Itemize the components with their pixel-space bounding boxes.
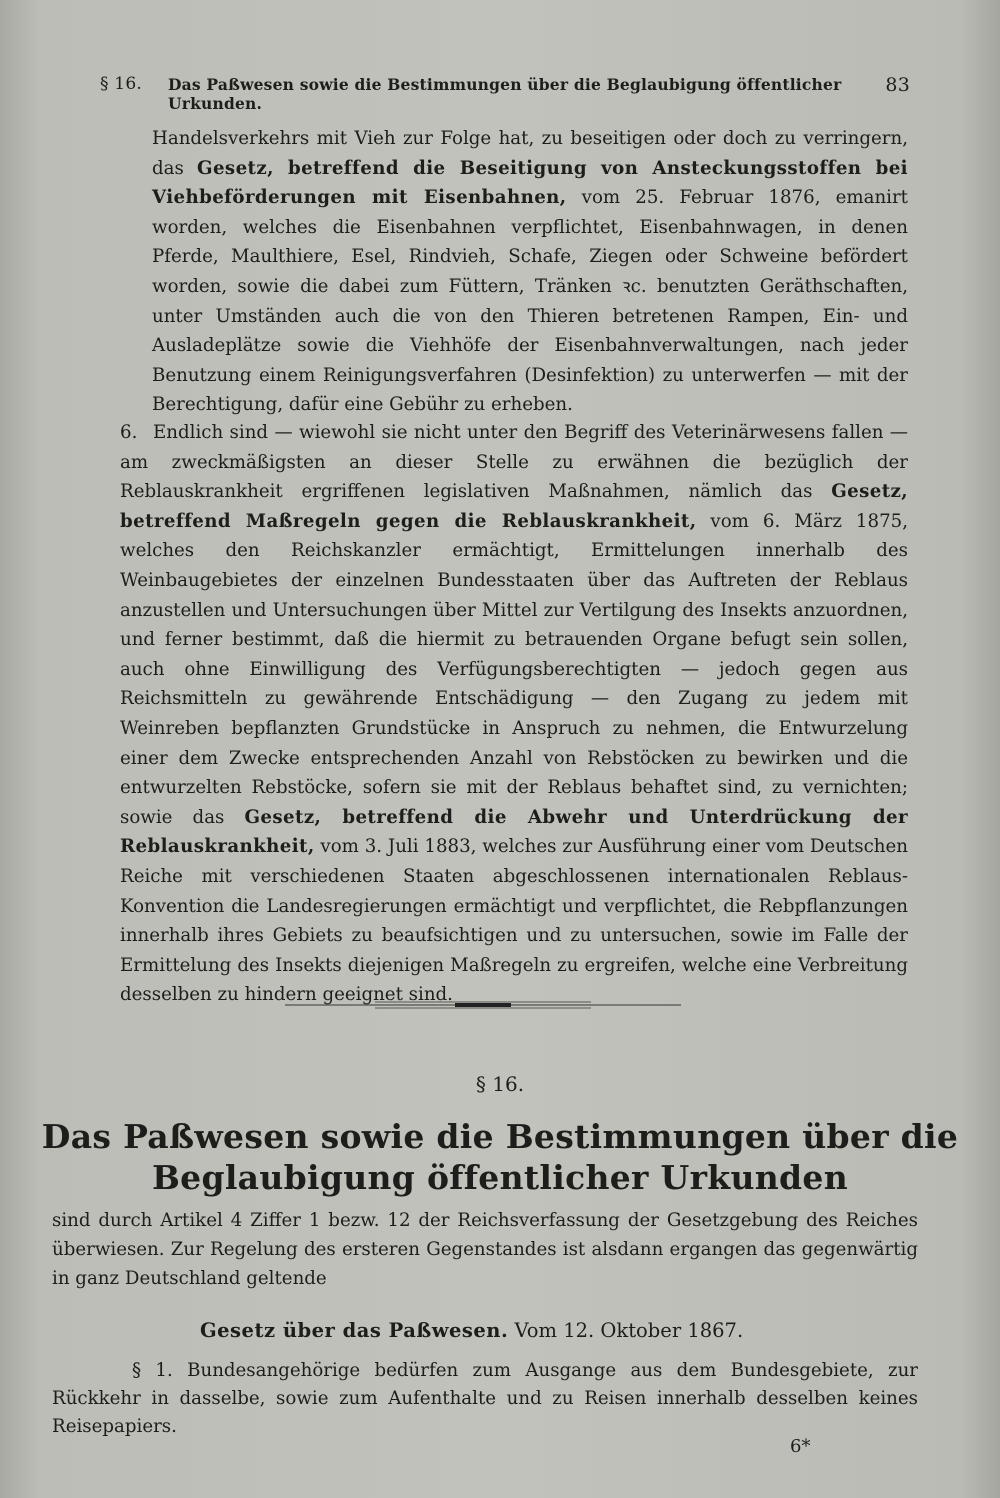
law-title-bold: Gesetz, betreffend die Beseitigung von Ansteckungsstoffen bei Viehbeförderungen mit Eisenbahnen, xyxy=(152,157,908,209)
paragraph-text: vom 6. März 1875, welches den Reichskanzler ermächtigt, Ermittelungen innerhalb des Weinbaugebietes der einzelnen Bundesstaaten über das Auftreten der Reblaus anzustellen und Untersuchungen über Mittel zur Vertilgung des Insekts anzuordnen, und ferner bestimmt, daß die hiermit zu betrauenden Organe befugt sein sollen, auch ohne Einwilligung des Verfügungsberechtigten — jedoch gegen aus Reichsmitteln zu gewährende Entschädigung — den Zugang zu jedem mit Weinreben bepflanzten Grundstücke in Anspruch zu nehmen, die Entwurzelung einer dem Zwecke entsprechenden Anzahl von Rebstöcken zu bewirken und die entwurzelten Rebstöcke, sofern sie mit der Reblaus behaftet sind, zu vernichten; sowie das xyxy=(120,510,908,828)
paragraph-text: vom 3. Juli 1883, welches zur Ausführung einer vom Deutschen Reiche mit verschiedenen Staaten abgeschlossenen internationalen Reblaus-Konvention die Landesregierungen ermächtigt und verpflichtet, die Rebpflanzungen innerhalb ihres Gebiets zu beaufsichtigen und zu untersuchen, sowie im Falle der Ermittelung des Insekts diejenigen Maßregeln zu ergreifen, welche eine Verbreitung desselben zu hindern geeignet sind. xyxy=(120,836,908,1006)
law-heading-date: Vom 12. Oktober 1867. xyxy=(514,1319,744,1342)
ornamental-divider xyxy=(285,998,681,1012)
page-number: 83 xyxy=(885,74,910,96)
paragraph-number: 6. xyxy=(120,422,138,443)
running-header xyxy=(100,74,910,113)
signature-mark: 6* xyxy=(790,1436,811,1457)
section-title: Das Paßwesen sowie die Bestimmungen über die Beglaubigung öffentlicher Urkunden xyxy=(41,1117,959,1197)
paragraph-text: vom 25. Februar 1876, emanirt worden, welches die Eisenbahnen verpflichtet, Eisenbahnwagen, in denen Pferde, Maulthiere, Esel, Rindvieh, Schafe, Ziegen oder Schweine befördert worden, sowie die dabei zum Füttern, Tränken ꝛc. benutzten Geräthschaften, unter Umständen auch die von den Thieren betretenen Rampen, Ein- und Ausladeplätze sowie die Viehhöfe der Eisenbahnverwaltungen, nach jeder Benutzung einem Reinigungsverfahren (Desinfektion) zu unterwerfen — mit der Berechtigung, dafür eine Gebühr zu erheben. xyxy=(152,187,908,416)
law-heading-title: Gesetz über das Paßwesen. xyxy=(200,1319,509,1342)
law-paragraph xyxy=(52,1357,918,1441)
paragraph-numbered xyxy=(120,418,908,1010)
paragraph-text: Handelsverkehrs mit Vieh zur Folge hat, zu beseitigen oder doch zu verringern, das xyxy=(152,128,908,179)
header-section-number: § 16. xyxy=(100,74,142,94)
law-title-bold: Gesetz, betreffend Maßregeln gegen die Reblauskrankheit, xyxy=(120,481,908,532)
law-paragraph-number: § 1. xyxy=(132,1360,173,1381)
header-title: Das Paßwesen sowie die Bestimmungen über die Beglaubigung öffentlicher Urkunden. xyxy=(168,75,842,113)
paragraph-text: Endlich sind — wiewohl sie nicht unter den Begriff des Veterinärwesens fallen — am zweckmäßigsten an dieser Stelle zu erwähnen die bezüglich der Reblauskrankheit ergriffenen legislativen Maßnahmen, nämlich das xyxy=(120,422,908,503)
law-paragraph-text: Bundesangehörige bedürfen zum Ausgange aus dem Bundesgebiete, zur Rückkehr in dasselbe, sowie zum Aufenthalte und zu Reisen innerhalb desselben keines Reisepapiers. xyxy=(52,1360,918,1437)
law-title-bold: Gesetz, betreffend die Abwehr und Unterdrückung der Reblauskrankheit, xyxy=(120,806,908,858)
paragraph-continuation xyxy=(152,124,908,420)
section-mark: § 16. xyxy=(475,1072,525,1096)
section-intro: sind durch Artikel 4 Ziffer 1 bezw. 12 der Reichsverfassung der Gesetzgebung des Reiches überwiesen. Zur Regelung des ersteren Gegenstandes ist alsdann ergangen das gegenwärtig in ganz Deutschland geltende xyxy=(52,1210,918,1289)
law-heading xyxy=(200,1319,840,1342)
